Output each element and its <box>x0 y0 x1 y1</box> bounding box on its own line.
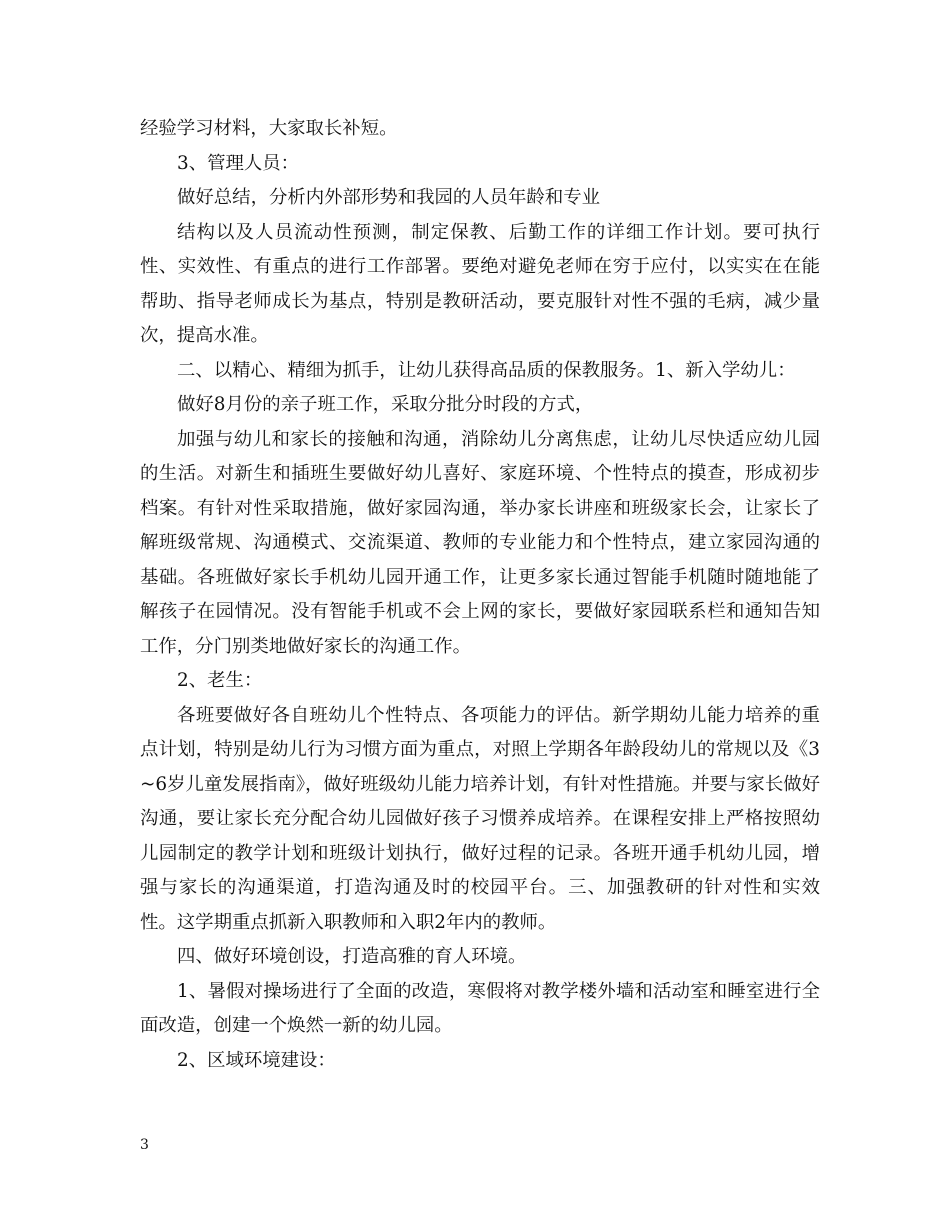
paragraph-9: 各班要做好各自班幼儿个性特点、各项能力的评估。新学期幼儿能力培养的重点计划，特别是幼儿行为习惯方面为重点，对照上学期各年龄段幼儿的常规以及《3~6岁儿童发展指南》，做好班级幼儿能力培养计划，有针对性措施。并要与家长做好沟通，要让家长充分配合幼儿园做好孩子习惯养成培养。在课程安排上严格按照幼儿园制定的教学计划和班级计划执行，做好过程的记录。各班开通手机幼儿园，增强与家长的沟通渠道，打造沟通及时的校园平台。三、加强教研的针对性和实效性。这学期重点抓新入职教师和入职2年内的教师。 <box>140 704 820 933</box>
paragraph-12: 2、区域环境建设： <box>177 1049 336 1071</box>
paragraph-10: 四、做好环境创设，打造高雅的育人环境。 <box>177 946 527 967</box>
paragraph-8: 2、老生： <box>177 670 263 691</box>
document-body <box>140 112 820 1078</box>
paragraph-3: 做好总结，分析内外部形势和我园的人员年龄和专业 <box>177 187 600 208</box>
paragraph-7: 加强与幼儿和家长的接触和沟通，消除幼儿分离焦虑，让幼儿尽快适应幼儿园的生活。对新生和插班生要做好幼儿喜好、家庭环境、个性特点的摸查，形成初步档案。有针对性采取措施，做好家园沟通，举办家长讲座和班级家长会，让家长了解班级常规、沟通模式、交流渠道、教师的专业能力和个性特点，建立家园沟通的基础。各班做好家长手机幼儿园开通工作，让更多家长通过智能手机随时随地能了解孩子在园情况。没有智能手机或不会上网的家长，要做好家园联系栏和通知告知工作，分门别类地做好家长的沟通工作。 <box>140 428 820 657</box>
paragraph-1: 经验学习材料，大家取长补短。 <box>140 118 398 139</box>
paragraph-2: 3、管理人员： <box>177 152 300 174</box>
paragraph-11: 1、暑假对操场进行了全面的改造，寒假将对教学楼外墙和活动室和睡室进行全面改造，创建一个焕然一新的幼儿园。 <box>140 980 820 1036</box>
paragraph-6: 做好8月份的亲子班工作，采取分批分时段的方式， <box>177 394 594 415</box>
page-number: 3 <box>140 1137 149 1153</box>
paragraph-5: 二、以精心、精细为抓手，让幼儿获得高品质的保教服务。1、新入学幼儿： <box>177 359 796 381</box>
paragraph-4: 结构以及人员流动性预测，制定保教、后勤工作的详细工作计划。要可执行性、实效性、有重点的进行工作部署。要绝对避免老师在穷于应付，以实实在在能帮助、指导老师成长为基点，特别是教研活动，要克服针对性不强的毛病，减少量次，提高水准。 <box>140 221 820 346</box>
